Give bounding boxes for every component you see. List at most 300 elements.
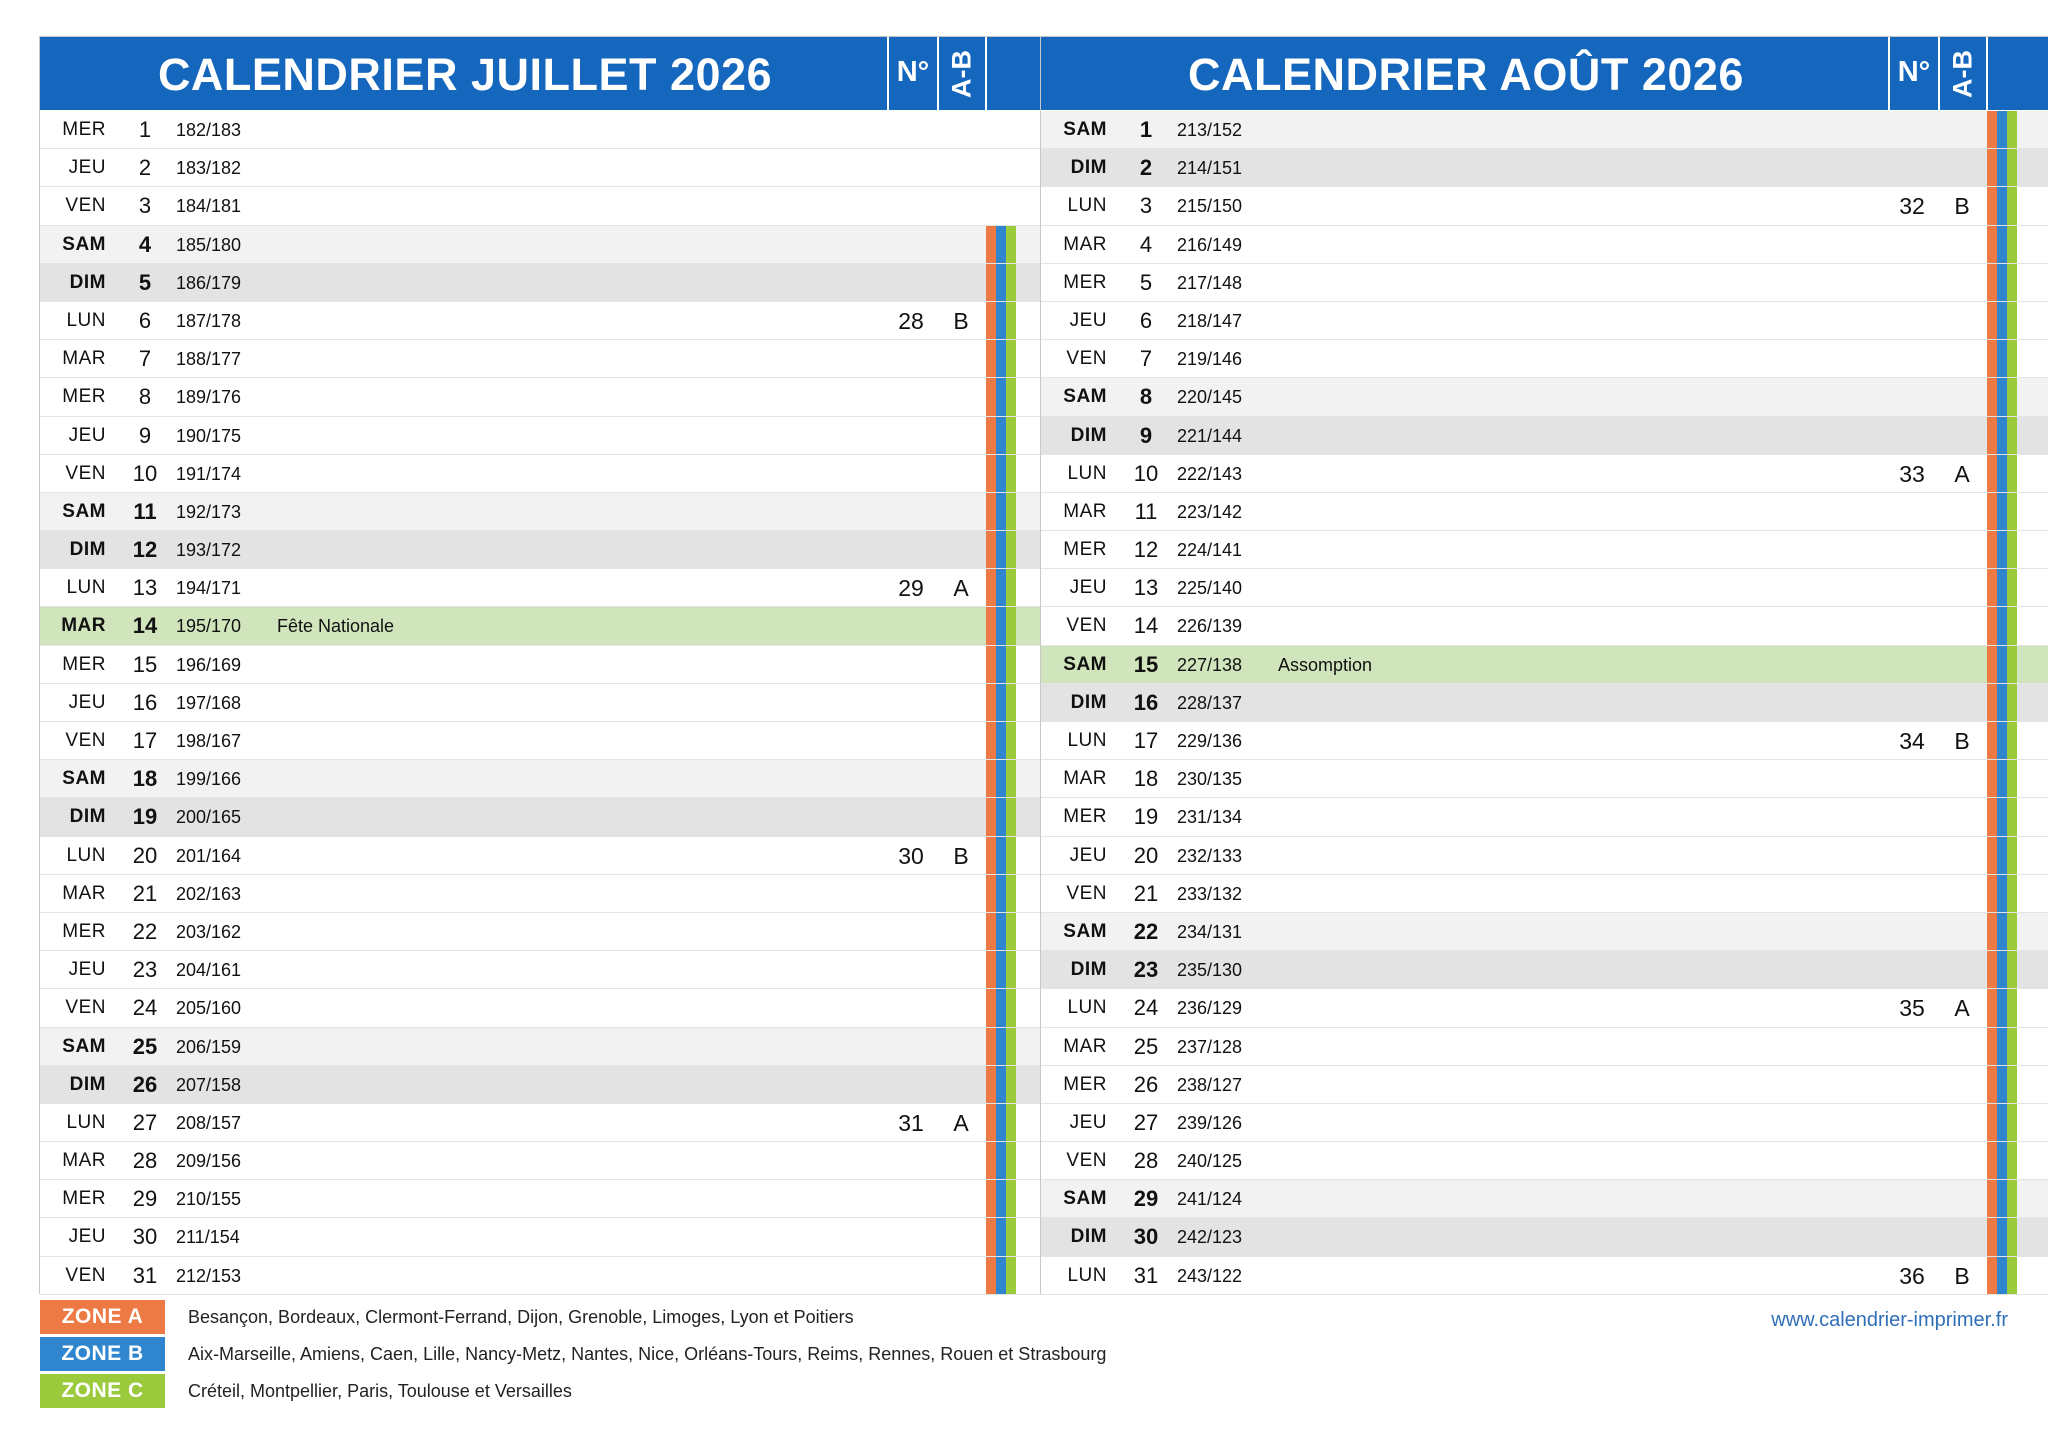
day-of-week: JEU [1069, 309, 1107, 331]
zone-b-bar [996, 378, 1006, 415]
day-row [1041, 569, 2048, 607]
vacation-zone-bars [1987, 722, 2017, 759]
week-ab: B [953, 307, 969, 334]
zone-b-bar [1997, 951, 2007, 988]
day-number: 12 [132, 537, 158, 563]
vacation-zone-bars [986, 569, 1016, 606]
zone-b-bar [996, 722, 1006, 759]
day-number: 13 [1133, 575, 1159, 601]
zone-c-bar [2007, 149, 2017, 186]
day-of-week: SAM [1063, 119, 1107, 140]
day-of-week: MER [62, 386, 106, 408]
day-number: 11 [133, 498, 157, 524]
vacation-zone-bars [986, 378, 1016, 415]
day-of-year: 192/173 [176, 501, 242, 522]
day-row [40, 378, 1058, 416]
zone-c-bar [2007, 1218, 2017, 1255]
day-number: 10 [132, 460, 158, 486]
vacation-zone-bars [986, 264, 1016, 301]
day-row [1041, 1218, 2048, 1256]
day-row [1041, 1257, 2048, 1295]
day-number: 31 [132, 1262, 158, 1288]
month-august-panel [1040, 36, 2048, 1294]
day-number: 13 [132, 575, 158, 601]
website-link[interactable]: www.calendrier-imprimer.fr [1771, 1309, 2008, 1331]
day-row [40, 226, 1058, 264]
zone-a-bar [986, 340, 996, 377]
day-of-week: SAM [62, 1035, 106, 1057]
vacation-zone-bars [986, 1104, 1016, 1141]
day-row [40, 493, 1058, 531]
day-of-week: DIM [69, 1073, 106, 1095]
day-of-year: 201/164 [176, 845, 242, 866]
day-of-year: 216/149 [1177, 234, 1243, 255]
day-number: 29 [1133, 1186, 1159, 1212]
day-of-year: 234/131 [1177, 921, 1243, 942]
day-row [40, 417, 1058, 455]
vacation-zone-bars [986, 1028, 1016, 1065]
zone-a-badge: ZONE A [40, 1300, 165, 1334]
zone-c-bar [1006, 1257, 1016, 1294]
day-of-year: 199/166 [176, 769, 242, 790]
vacation-zone-bars [1987, 493, 2017, 530]
day-of-year: 230/135 [1177, 769, 1243, 790]
day-of-year: 208/157 [176, 1112, 242, 1133]
zone-c-bar [2007, 989, 2017, 1026]
zone-c-bar [2007, 187, 2017, 224]
zone-a-bar [986, 1066, 996, 1103]
vacation-zone-bars [1987, 1218, 2017, 1255]
vacation-zone-bars [986, 722, 1016, 759]
day-of-year: 239/126 [1177, 1112, 1243, 1133]
vacation-zone-bars [1987, 111, 2017, 148]
zone-b-bar [1997, 1180, 2007, 1217]
zone-b-bar [1997, 1142, 2007, 1179]
day-number: 8 [138, 384, 152, 410]
zone-a-bar [1987, 875, 1997, 912]
zone-c-bar [2007, 111, 2017, 148]
zone-c-bar [2007, 951, 2017, 988]
day-of-year: 243/122 [1177, 1265, 1243, 1286]
day-number: 30 [132, 1224, 158, 1250]
week-number-column-header: N° [1888, 37, 1938, 110]
zone-a-bar [1987, 1180, 1997, 1217]
zone-a-bar [1987, 264, 1997, 301]
week-ab-column-header [937, 37, 987, 110]
day-of-week: JEU [68, 424, 106, 446]
day-row [40, 607, 1058, 645]
vacation-zone-bars [1987, 569, 2017, 606]
day-number: 19 [132, 804, 158, 830]
day-row [1041, 722, 2048, 760]
zone-b-bar [996, 1180, 1006, 1217]
day-number: 12 [1133, 537, 1159, 563]
zone-c-bar [1006, 1066, 1016, 1103]
day-of-week: MAR [1063, 768, 1107, 790]
day-number: 6 [138, 307, 152, 333]
day-row [40, 951, 1058, 989]
day-of-week: VEN [65, 1264, 106, 1286]
day-of-week: VEN [65, 730, 106, 751]
week-number: 30 [898, 842, 924, 869]
zone-a-bar [986, 417, 996, 454]
zone-a-bar [1987, 646, 1997, 683]
day-of-week: LUN [66, 844, 106, 866]
zone-b-bar [1997, 417, 2007, 454]
zone-c-bar [1006, 798, 1016, 835]
zone-c-bar [1006, 1104, 1016, 1141]
zone-a-bar [986, 1028, 996, 1065]
day-row [40, 455, 1058, 493]
zone-a-bar [1987, 493, 1997, 530]
day-of-week: SAM [1063, 1188, 1107, 1210]
zone-c-bar [2007, 913, 2017, 950]
day-of-year: 189/176 [176, 387, 242, 408]
day-of-week: MER [1063, 806, 1107, 828]
zone-c-bar [2007, 493, 2017, 530]
zone-a-bar [986, 493, 996, 530]
zone-a-bar [986, 1142, 996, 1179]
day-of-week: JEU [1069, 1111, 1107, 1133]
day-row [1041, 149, 2048, 187]
day-number: 17 [1133, 728, 1159, 753]
zone-b-bar [996, 760, 1006, 797]
day-number: 29 [132, 1186, 158, 1212]
zone-c-bar [1006, 1218, 1016, 1255]
day-of-week: JEU [1069, 844, 1107, 866]
zone-b-bar [996, 1104, 1006, 1141]
zone-c-bar [2007, 760, 2017, 797]
day-row [1041, 1104, 2048, 1142]
zone-b-bar [1997, 684, 2007, 721]
zone-a-bar [986, 531, 996, 568]
day-of-year: 240/125 [1177, 1151, 1243, 1172]
day-number: 1 [1139, 117, 1153, 142]
day-of-year: 238/127 [1177, 1074, 1243, 1095]
zone-a-bar [1987, 569, 1997, 606]
day-of-week: LUN [66, 577, 106, 599]
day-number: 11 [1134, 498, 1158, 524]
week-number: 28 [898, 307, 924, 334]
zone-a-bar [1987, 111, 1997, 148]
day-of-week: LUN [66, 1111, 106, 1133]
day-rows [1041, 111, 2048, 1295]
zone-b-bar [996, 493, 1006, 530]
zone-a-bar [1987, 455, 1997, 492]
day-of-year: 213/152 [1177, 120, 1243, 140]
zone-c-bar [2007, 569, 2017, 606]
zone-b-bar [996, 646, 1006, 683]
vacation-zone-bars [1987, 340, 2017, 377]
day-of-week: MER [1063, 539, 1107, 561]
zone-b-bar [996, 569, 1006, 606]
zone-a-bar [986, 989, 996, 1026]
zone-c-bar [2007, 875, 2017, 912]
day-row [1041, 951, 2048, 989]
vacation-zone-bars [986, 1066, 1016, 1103]
day-number: 26 [1133, 1071, 1159, 1097]
vacation-zone-bars [1987, 149, 2017, 186]
day-of-week: MAR [1063, 233, 1107, 255]
zone-a-bar [1987, 1028, 1997, 1065]
day-number: 22 [132, 918, 158, 944]
zone-c-bar [1006, 569, 1016, 606]
day-row [40, 1218, 1058, 1256]
day-of-week: MAR [1063, 500, 1107, 522]
vacation-zone-bars [986, 837, 1016, 874]
week-number: 33 [1899, 460, 1925, 487]
day-of-year: 211/154 [176, 1227, 240, 1248]
zone-a-cities: Besançon, Bordeaux, Clermont-Ferrand, Dijon, Grenoble, Limoges, Lyon et Poitiers [188, 1307, 854, 1327]
week-ab: B [1954, 1262, 1970, 1289]
vacation-zone-bars [986, 1257, 1016, 1294]
zone-c-bar [2007, 684, 2017, 721]
week-ab: A [1954, 460, 1970, 487]
zone-a-bar [1987, 1218, 1997, 1255]
month-header [1041, 37, 2048, 110]
zone-a-bar [1987, 951, 1997, 988]
vacation-zone-bars [1987, 646, 2017, 683]
day-number: 14 [1133, 613, 1159, 639]
zone-b-bar [1997, 111, 2007, 148]
day-number: 22 [1133, 918, 1159, 944]
day-of-week: MER [62, 1188, 106, 1210]
day-number: 28 [1133, 1148, 1159, 1174]
day-of-year: 202/163 [176, 883, 242, 904]
day-of-week: DIM [69, 271, 106, 293]
zone-a-bar [1987, 607, 1997, 644]
day-row [1041, 760, 2048, 798]
vacation-zone-bars [1987, 187, 2017, 224]
zone-a-bar [1987, 837, 1997, 874]
zone-a-bar [986, 226, 996, 263]
day-of-week: SAM [1063, 920, 1107, 942]
zone-b-bar [996, 1142, 1006, 1179]
zone-b-bar [996, 264, 1006, 301]
day-of-year: 195/170 [176, 616, 242, 637]
week-number: 35 [1899, 995, 1925, 1022]
day-of-week: VEN [65, 997, 106, 1019]
zone-b-bar [1997, 875, 2007, 912]
day-of-week: MAR [1063, 1035, 1107, 1057]
day-number: 5 [138, 269, 152, 295]
day-row [1041, 531, 2048, 569]
day-of-week: MER [62, 920, 106, 942]
vacation-zone-bars [1987, 607, 2017, 644]
day-number: 16 [1133, 689, 1159, 715]
zone-c-bar [1006, 455, 1016, 492]
day-of-week: MAR [61, 615, 106, 637]
day-row [1041, 226, 2048, 264]
zone-a-bar [986, 722, 996, 759]
zone-b-bar [1997, 1066, 2007, 1103]
zone-b-bar [1997, 989, 2007, 1026]
day-number: 30 [1133, 1224, 1159, 1250]
vacation-zone-bars [986, 493, 1016, 530]
zone-c-bar [2007, 378, 2017, 415]
zone-c-bar [1006, 989, 1016, 1026]
week-ab-label: A-B [946, 49, 977, 98]
zone-c-bar [1006, 1180, 1016, 1217]
day-row [1041, 684, 2048, 722]
day-of-year: 224/141 [1177, 540, 1243, 561]
day-row [1041, 989, 2048, 1027]
zone-c-bar [2007, 798, 2017, 835]
day-of-week: JEU [68, 157, 106, 179]
day-row [40, 837, 1058, 875]
day-number: 31 [1133, 1262, 1159, 1288]
day-number: 27 [1133, 1109, 1159, 1135]
zone-c-bar [1006, 1028, 1016, 1065]
zone-c-bar [2007, 264, 2017, 301]
vacation-zone-bars [1987, 837, 2017, 874]
zone-c-bar [2007, 302, 2017, 339]
day-of-year: 229/136 [1177, 731, 1243, 751]
vacation-zone-bars [1987, 1257, 2017, 1294]
week-number-column-header: N° [887, 37, 937, 110]
day-number: 20 [132, 842, 158, 868]
zone-c-bar [1006, 913, 1016, 950]
day-number: 4 [1139, 231, 1153, 257]
day-number: 8 [1139, 384, 1153, 410]
vacation-zone-bars [986, 989, 1016, 1026]
week-number: 32 [1899, 193, 1925, 220]
zone-b-bar [1997, 378, 2007, 415]
day-number: 23 [132, 957, 158, 983]
zone-b-bar [1997, 837, 2007, 874]
day-row [1041, 1142, 2048, 1180]
vacation-zone-bars [986, 646, 1016, 683]
day-number: 9 [1139, 422, 1153, 448]
day-row [1041, 1028, 2048, 1066]
week-ab: A [953, 575, 969, 602]
day-number: 15 [1133, 651, 1159, 677]
day-row [1041, 1180, 2048, 1218]
day-row [40, 913, 1058, 951]
week-number: 34 [1899, 728, 1925, 754]
day-number: 21 [132, 880, 158, 906]
day-row [1041, 837, 2048, 875]
zone-b-cities: Aix-Marseille, Amiens, Caen, Lille, Nancy-Metz, Nantes, Nice, Orléans-Tours, Reims, Rennes, Rouen et Strasbourg [188, 1344, 1107, 1364]
day-row [1041, 187, 2048, 225]
vacation-zone-bars [986, 302, 1016, 339]
zone-b-badge: ZONE B [40, 1337, 165, 1371]
vacation-zone-bars [1987, 684, 2017, 721]
zone-a-bar [986, 569, 996, 606]
day-of-week: JEU [68, 1226, 106, 1248]
day-number: 18 [1133, 766, 1159, 792]
day-of-week: DIM [69, 806, 106, 828]
day-of-year: 241/124 [1177, 1189, 1243, 1210]
zone-c-bar [2007, 340, 2017, 377]
day-of-week: MER [62, 653, 106, 675]
day-of-week: DIM [1070, 691, 1107, 713]
day-of-year: 186/179 [176, 272, 242, 293]
day-row [1041, 646, 2048, 684]
day-of-year: 233/132 [1177, 883, 1243, 904]
zone-b-bar [1997, 493, 2007, 530]
day-of-year: 225/140 [1177, 578, 1243, 599]
day-row [1041, 302, 2048, 340]
zone-b-bar [996, 837, 1006, 874]
day-of-year: 237/128 [1177, 1036, 1243, 1057]
vacation-zone-bars [1987, 760, 2017, 797]
vacation-zone-bars [986, 607, 1016, 644]
week-ab: A [1954, 995, 1970, 1022]
day-number: 26 [132, 1071, 158, 1097]
day-of-week: VEN [65, 195, 106, 217]
zone-c-bar [1006, 722, 1016, 759]
zone-a-bar [1987, 1104, 1997, 1141]
day-row [40, 569, 1058, 607]
day-row [40, 989, 1058, 1027]
day-row [40, 1257, 1058, 1295]
vacation-zone-bars [1987, 378, 2017, 415]
zone-a-bar [986, 913, 996, 950]
day-number: 3 [138, 193, 152, 219]
zone-a-bar [1987, 531, 1997, 568]
zone-b-row [40, 1337, 1240, 1371]
holiday-name: Fête Nationale [277, 616, 395, 637]
zone-c-bar [2007, 722, 2017, 759]
zone-b-bar [1997, 1218, 2007, 1255]
zone-a-bar [1987, 1257, 1997, 1294]
vacation-zone-bars [986, 913, 1016, 950]
vacation-zone-bars [986, 760, 1016, 797]
day-of-week: MER [1063, 1073, 1107, 1095]
day-of-year: 231/134 [1177, 807, 1243, 828]
zone-a-bar [1987, 798, 1997, 835]
day-of-year: 200/165 [176, 807, 242, 828]
zone-c-bar [2007, 1028, 2017, 1065]
zone-c-bar [1006, 646, 1016, 683]
zone-a-bar [1987, 226, 1997, 263]
day-of-week: SAM [1063, 653, 1107, 675]
zone-a-bar [1987, 302, 1997, 339]
zone-b-bar [996, 302, 1006, 339]
day-row [1041, 913, 2048, 951]
vacation-zone-bars [1987, 875, 2017, 912]
zone-a-bar [1987, 684, 1997, 721]
day-number: 20 [1133, 842, 1159, 868]
day-number: 24 [1133, 995, 1159, 1021]
day-row [40, 646, 1058, 684]
day-of-week: VEN [1066, 1150, 1107, 1172]
day-number: 3 [1139, 193, 1153, 219]
day-row [40, 875, 1058, 913]
zone-c-bar [1006, 340, 1016, 377]
zone-b-bar [996, 989, 1006, 1026]
zone-a-bar [986, 1257, 996, 1294]
day-of-week: VEN [65, 462, 106, 484]
day-row [40, 531, 1058, 569]
day-of-year: 191/174 [176, 463, 242, 484]
zone-a-bar [1987, 149, 1997, 186]
day-number: 16 [132, 689, 158, 715]
day-of-year: 209/156 [176, 1151, 242, 1172]
week-number: 31 [898, 1109, 924, 1136]
day-of-week: JEU [68, 691, 106, 713]
day-row [40, 302, 1058, 340]
day-number: 25 [1133, 1033, 1159, 1059]
day-number: 15 [132, 651, 158, 677]
month-title: CALENDRIER AOÛT 2026 [1188, 49, 1744, 100]
day-number: 7 [138, 346, 152, 372]
day-of-year: 206/159 [176, 1036, 242, 1057]
holiday-name: Assomption [1278, 654, 1373, 675]
day-row [1041, 875, 2048, 913]
zone-b-bar [996, 1066, 1006, 1103]
